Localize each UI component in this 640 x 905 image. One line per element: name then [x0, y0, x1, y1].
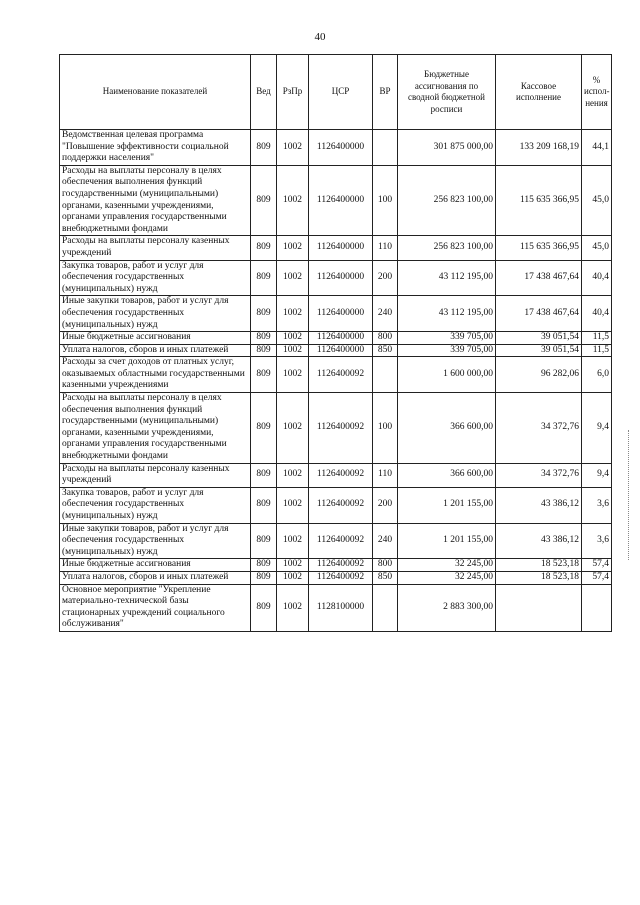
header-cash: Кассовое исполнение — [496, 55, 582, 130]
cell-name: Иные бюджетные ассигнования — [60, 332, 251, 345]
cell-cash: 133 209 168,19 — [496, 130, 582, 166]
header-budget: Бюджетные ассигнования по сводной бюджетной росписи — [398, 55, 496, 130]
cell-budget: 339 705,00 — [398, 332, 496, 345]
header-ved: Вед — [251, 55, 277, 130]
cell-csr: 1126400000 — [309, 165, 373, 236]
cell-budget: 301 875 000,00 — [398, 130, 496, 166]
cell-rzpr: 1002 — [277, 559, 309, 572]
cell-ved: 809 — [251, 344, 277, 357]
cell-percent — [582, 584, 612, 631]
cell-csr: 1126400000 — [309, 236, 373, 260]
cell-ved: 809 — [251, 571, 277, 584]
cell-ved: 809 — [251, 523, 277, 559]
cell-budget: 32 245,00 — [398, 571, 496, 584]
cell-vr: 100 — [373, 165, 398, 236]
cell-ved: 809 — [251, 296, 277, 332]
cell-percent: 9,4 — [582, 463, 612, 487]
cell-vr: 200 — [373, 260, 398, 296]
table-row — [60, 393, 612, 464]
cell-ved: 809 — [251, 130, 277, 166]
header-percent: % испол-нения — [582, 55, 612, 130]
cell-vr: 800 — [373, 332, 398, 345]
header-csr: ЦСР — [309, 55, 373, 130]
header-rzpr: РзПр — [277, 55, 309, 130]
cell-csr: 1126400000 — [309, 344, 373, 357]
cell-ved: 809 — [251, 487, 277, 523]
cell-csr: 1128100000 — [309, 584, 373, 631]
header-vr: ВР — [373, 55, 398, 130]
cell-percent: 3,6 — [582, 523, 612, 559]
header-name: Наименование показателей — [60, 55, 251, 130]
cell-cash: 115 635 366,95 — [496, 236, 582, 260]
cell-vr: 240 — [373, 523, 398, 559]
cell-name: Расходы на выплаты персоналу казенных учреждений — [60, 463, 251, 487]
cell-rzpr: 1002 — [277, 487, 309, 523]
cell-csr: 1126400000 — [309, 260, 373, 296]
cell-ved: 809 — [251, 165, 277, 236]
cell-csr: 1126400092 — [309, 393, 373, 464]
cell-rzpr: 1002 — [277, 523, 309, 559]
cell-budget: 43 112 195,00 — [398, 296, 496, 332]
cell-percent: 45,0 — [582, 236, 612, 260]
cell-percent: 45,0 — [582, 165, 612, 236]
cell-vr: 100 — [373, 393, 398, 464]
cell-budget: 1 201 155,00 — [398, 487, 496, 523]
cell-vr: 800 — [373, 559, 398, 572]
cell-rzpr: 1002 — [277, 344, 309, 357]
cell-budget: 1 600 000,00 — [398, 357, 496, 393]
cell-name: Основное мероприятие "Укрепление материально-технической базы стационарных учреждений социального обслуживания" — [60, 584, 251, 631]
cell-rzpr: 1002 — [277, 584, 309, 631]
cell-vr — [373, 130, 398, 166]
table-row — [60, 260, 612, 296]
cell-vr: 200 — [373, 487, 398, 523]
cell-rzpr: 1002 — [277, 130, 309, 166]
table-row — [60, 165, 612, 236]
cell-csr: 1126400092 — [309, 357, 373, 393]
cell-ved: 809 — [251, 393, 277, 464]
cell-budget: 366 600,00 — [398, 463, 496, 487]
cell-cash: 18 523,18 — [496, 559, 582, 572]
cell-percent: 3,6 — [582, 487, 612, 523]
cell-csr: 1126400000 — [309, 332, 373, 345]
cell-percent: 44,1 — [582, 130, 612, 166]
cell-csr: 1126400092 — [309, 523, 373, 559]
cell-ved: 809 — [251, 584, 277, 631]
cell-cash: 43 386,12 — [496, 523, 582, 559]
cell-name: Расходы на выплаты персоналу в целях обеспечения выполнения функций государственными (муниципальными) органами, казенными учреждениями, органами управления государственными внебюджетными фондами — [60, 165, 251, 236]
cell-name: Иные закупки товаров, работ и услуг для обеспечения государственных (муниципальных) нужд — [60, 523, 251, 559]
table-row — [60, 357, 612, 393]
cell-csr: 1126400092 — [309, 487, 373, 523]
table-row — [60, 344, 612, 357]
cell-percent: 40,4 — [582, 296, 612, 332]
cell-percent: 11,5 — [582, 332, 612, 345]
cell-budget: 366 600,00 — [398, 393, 496, 464]
cell-cash: 96 282,06 — [496, 357, 582, 393]
cell-rzpr: 1002 — [277, 332, 309, 345]
table-row — [60, 571, 612, 584]
page-number: 40 — [314, 31, 326, 43]
cell-vr: 110 — [373, 236, 398, 260]
cell-csr: 1126400000 — [309, 130, 373, 166]
cell-percent: 9,4 — [582, 393, 612, 464]
cell-name: Закупка товаров, работ и услуг для обеспечения государственных (муниципальных) нужд — [60, 260, 251, 296]
cell-name: Расходы за счет доходов от платных услуг, оказываемых областными государственными казенными учреждениями — [60, 357, 251, 393]
table-row — [60, 487, 612, 523]
cell-ved: 809 — [251, 236, 277, 260]
table-header-row — [60, 55, 612, 130]
scan-edge-mark — [628, 430, 631, 560]
cell-cash: 39 051,54 — [496, 344, 582, 357]
cell-ved: 809 — [251, 463, 277, 487]
cell-cash: 34 372,76 — [496, 463, 582, 487]
cell-ved: 809 — [251, 559, 277, 572]
cell-cash: 34 372,76 — [496, 393, 582, 464]
cell-csr: 1126400092 — [309, 571, 373, 584]
cell-ved: 809 — [251, 260, 277, 296]
cell-percent: 6,0 — [582, 357, 612, 393]
table-row — [60, 296, 612, 332]
cell-budget: 2 883 300,00 — [398, 584, 496, 631]
cell-percent: 40,4 — [582, 260, 612, 296]
cell-rzpr: 1002 — [277, 571, 309, 584]
cell-name: Иные бюджетные ассигнования — [60, 559, 251, 572]
cell-percent: 57,4 — [582, 559, 612, 572]
table-row — [60, 463, 612, 487]
table-row — [60, 130, 612, 166]
table-row — [60, 236, 612, 260]
cell-name: Расходы на выплаты персоналу в целях обеспечения выполнения функций государственными (муниципальными) органами, казенными учреждениями, органами управления государственными внебюджетными фондами — [60, 393, 251, 464]
cell-name: Расходы на выплаты персоналу казенных учреждений — [60, 236, 251, 260]
cell-cash: 18 523,18 — [496, 571, 582, 584]
cell-cash: 17 438 467,64 — [496, 296, 582, 332]
cell-budget: 1 201 155,00 — [398, 523, 496, 559]
cell-rzpr: 1002 — [277, 260, 309, 296]
cell-name: Уплата налогов, сборов и иных платежей — [60, 344, 251, 357]
budget-execution-table — [59, 54, 612, 632]
cell-name: Ведомственная целевая программа "Повышение эффективности социальной поддержки населения" — [60, 130, 251, 166]
cell-vr: 240 — [373, 296, 398, 332]
cell-ved: 809 — [251, 357, 277, 393]
cell-vr: 850 — [373, 344, 398, 357]
cell-budget: 339 705,00 — [398, 344, 496, 357]
cell-rzpr: 1002 — [277, 393, 309, 464]
cell-rzpr: 1002 — [277, 165, 309, 236]
cell-rzpr: 1002 — [277, 236, 309, 260]
cell-name: Иные закупки товаров, работ и услуг для обеспечения государственных (муниципальных) нужд — [60, 296, 251, 332]
cell-budget: 32 245,00 — [398, 559, 496, 572]
cell-vr — [373, 357, 398, 393]
cell-csr: 1126400092 — [309, 463, 373, 487]
cell-rzpr: 1002 — [277, 463, 309, 487]
cell-budget: 43 112 195,00 — [398, 260, 496, 296]
cell-cash: 43 386,12 — [496, 487, 582, 523]
cell-csr: 1126400000 — [309, 296, 373, 332]
cell-vr — [373, 584, 398, 631]
cell-csr: 1126400092 — [309, 559, 373, 572]
cell-budget: 256 823 100,00 — [398, 236, 496, 260]
cell-vr: 850 — [373, 571, 398, 584]
cell-name: Закупка товаров, работ и услуг для обеспечения государственных (муниципальных) нужд — [60, 487, 251, 523]
cell-percent: 57,4 — [582, 571, 612, 584]
table-row — [60, 559, 612, 572]
cell-ved: 809 — [251, 332, 277, 345]
cell-vr: 110 — [373, 463, 398, 487]
cell-name: Уплата налогов, сборов и иных платежей — [60, 571, 251, 584]
cell-rzpr: 1002 — [277, 296, 309, 332]
cell-cash: 17 438 467,64 — [496, 260, 582, 296]
cell-cash: 39 051,54 — [496, 332, 582, 345]
table-row — [60, 584, 612, 631]
cell-budget: 256 823 100,00 — [398, 165, 496, 236]
table-row — [60, 523, 612, 559]
table-row — [60, 332, 612, 345]
cell-cash — [496, 584, 582, 631]
cell-percent: 11,5 — [582, 344, 612, 357]
cell-rzpr: 1002 — [277, 357, 309, 393]
cell-cash: 115 635 366,95 — [496, 165, 582, 236]
